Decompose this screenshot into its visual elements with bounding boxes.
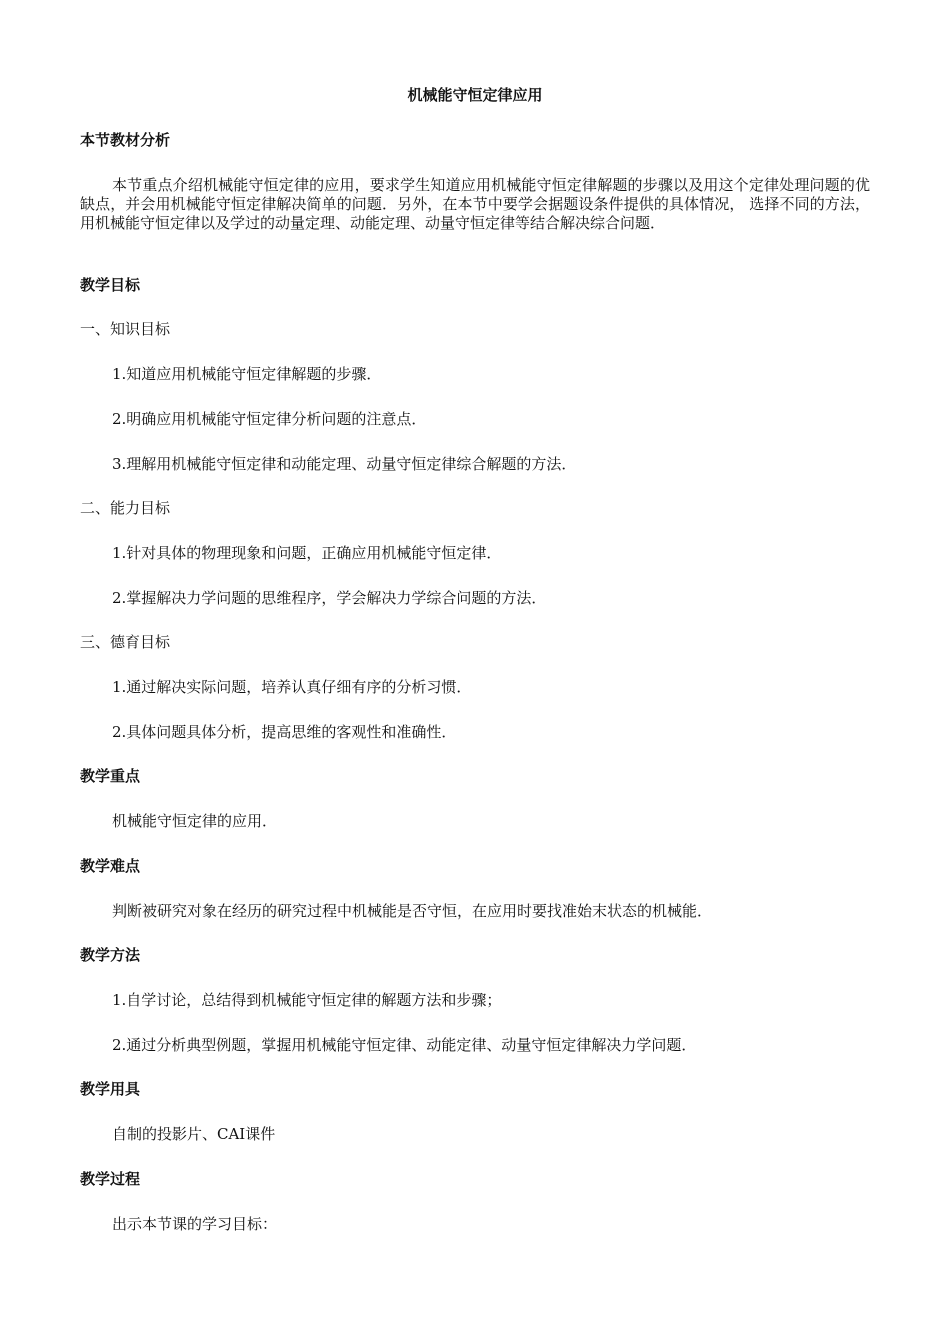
process-text: 出示本节课的学习目标：: [112, 1215, 278, 1233]
heading-key-point: 教学重点: [80, 767, 141, 785]
heading-analysis: 本节教材分析: [80, 131, 171, 149]
list-item: 1.针对具体的物理现象和问题，正确应用机械能守恒定律．: [112, 544, 502, 562]
difficulty-text: 判断被研究对象在经历的研究过程中机械能是否守恒，在应用时要找准始末状态的机械能．: [112, 902, 713, 920]
list-item: 3.理解用机械能守恒定律和动能定理、动量守恒定律综合解题的方法．: [112, 455, 577, 473]
tools-text: 自制的投影片、CAI课件: [112, 1125, 276, 1143]
heading-process: 教学过程: [80, 1170, 141, 1188]
list-item: 2.具体问题具体分析，提高思维的客观性和准确性．: [112, 723, 457, 741]
analysis-paragraph: 本节重点介绍机械能守恒定律的应用，要求学生知道应用机械能守恒定律解题的步骤以及用这个定律处理问题的优缺点，并会用机械能守恒定律解决简单的问题．另外，在本节中要学会据题设条件提供的具体情况， 选择不同的方法，用机械能守恒定律以及学过的动量定理、动能定理、动量守恒定律等结合解决综合问题．: [80, 176, 870, 232]
list-item: 2.掌握解决力学问题的思维程序，学会解决力学综合问题的方法．: [112, 589, 547, 607]
heading-objectives: 教学目标: [80, 276, 141, 294]
subheading-moral: 三、德育目标: [80, 633, 171, 651]
list-item: 1.自学讨论，总结得到机械能守恒定律的解题方法和步骤；: [112, 991, 502, 1009]
document-title: 机械能守恒定律应用: [407, 86, 543, 104]
key-point-text: 机械能守恒定律的应用．: [112, 812, 278, 830]
heading-method: 教学方法: [80, 946, 141, 964]
heading-tools: 教学用具: [80, 1080, 141, 1098]
subheading-knowledge: 一、知识目标: [80, 320, 171, 338]
list-item: 2.明确应用机械能守恒定律分析问题的注意点．: [112, 410, 427, 428]
list-item: 1.知道应用机械能守恒定律解题的步骤．: [112, 365, 382, 383]
list-item: 2.通过分析典型例题，掌握用机械能守恒定律、动能定律、动量守恒定律解决力学问题．: [112, 1036, 697, 1054]
heading-difficulty: 教学难点: [80, 857, 141, 875]
list-item: 1.通过解决实际问题，培养认真仔细有序的分析习惯．: [112, 678, 472, 696]
subheading-ability: 二、能力目标: [80, 499, 171, 517]
